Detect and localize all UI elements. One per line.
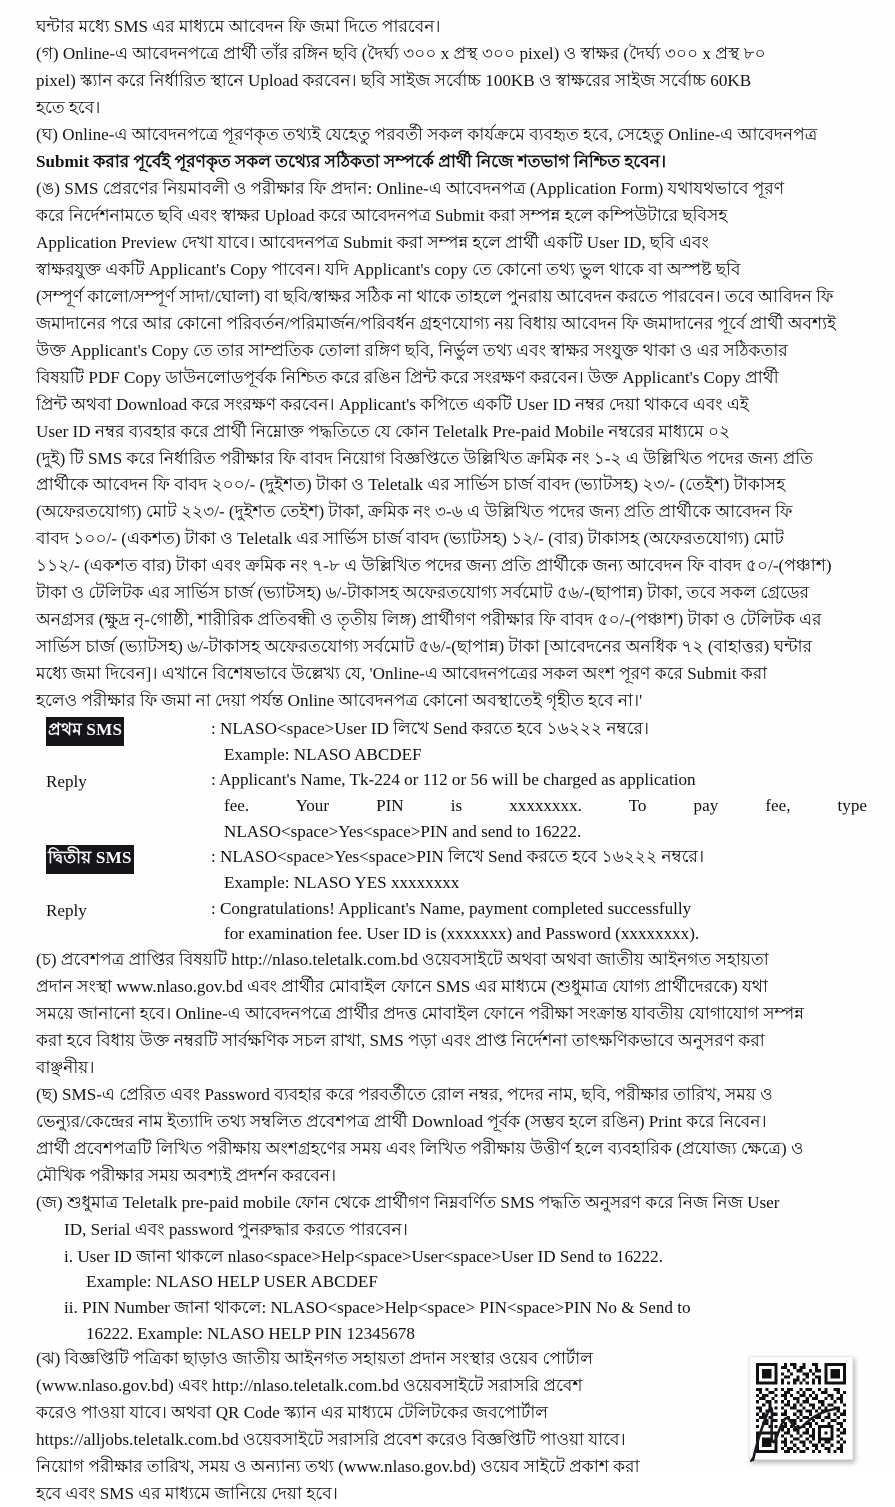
clause-chha-line-3: প্রার্থী প্রবেশপত্রটি লিখিত পরীক্ষায় অংশগ্রহণের সময় এবং লিখিত পরীক্ষায় উত্তীর্ণ হলে ব্যবহারিক (প্রযোজ্য ক্ষেত্রে) ও xyxy=(36,1138,804,1158)
clause-ga-line-1 xyxy=(36,41,867,67)
sms-label-highlight-second xyxy=(46,845,134,874)
clause-chha-marker: (ছ) xyxy=(36,1084,58,1104)
sms-label-bn-first: প্রথম xyxy=(48,720,82,740)
roman-item-i xyxy=(36,1244,867,1270)
sms-body-second xyxy=(211,844,867,895)
sms-row-first-sms xyxy=(46,716,867,767)
sms-reply-first-line-3: NLASO<space>Yes<space>PIN and send to 16222. xyxy=(224,821,582,841)
clause-gha xyxy=(36,122,867,175)
clause-unga xyxy=(36,176,867,714)
sms-label-second xyxy=(46,844,211,874)
clause-ga-line-3: হতে হবে। xyxy=(36,97,101,117)
clause-unga-line-18: সার্ভিস চার্জ (ভ্যাটসহ) ৬/-টাকাসহ অফেরতযোগ্য সর্বমোট ৫৬/-(ছাপান্ন) টাকা [আবেদনের অনধিক ৭২ (বাহাত্তর) ঘন্টার xyxy=(36,637,812,657)
sms-second-line-1: : NLASO<space>Yes<space>PIN লিখে Send করতে হবে ১৬২২২ নম্বরে। xyxy=(211,847,705,867)
clause-unga-line-19: মধ্যে জমা দিবেন]। এখানে বিশেষভাবে উল্লেখ্য যে, 'Online-এ আবেদনপত্রের সকল অংশ পূরণ করে Submit করা xyxy=(36,664,768,684)
sms-label-first xyxy=(46,716,211,746)
clause-jha-line-1 xyxy=(36,1346,867,1372)
clause-unga-line-12: প্রার্থীকে আবেদন ফি বাবদ ২০০/- (দুইশত) টাকা ও Teletalk এর সার্ভিস চার্জ বাবদ (ভ্যাটসহ) ২৩/- (তেইশ) টাকাসহ xyxy=(36,475,786,495)
clause-unga-text-1: SMS প্রেরণের নিয়মাবলী ও পরীক্ষার ফি প্রদান: Online-এ আবেদনপত্র (Application Form) যথাযথভাবে পূরণ xyxy=(64,178,785,198)
clause-gha-marker: (ঘ) xyxy=(36,124,58,144)
clause-unga-marker: (ঙ) xyxy=(36,178,60,198)
clause-jha-marker: (ঝ) xyxy=(36,1349,61,1369)
clause-unga-line-7: উক্ত Applicant's Copy তে তার সাম্প্রতিক তোলা রঙ্গিণ ছবি, নির্ভুল তথ্য এবং স্বাক্ষর সংযুক্ত থাকা ও এর সঠিকতার xyxy=(36,340,788,360)
clause-chha-line-2: ভেন্যুর/কেন্দ্রের নাম ইত্যাদি তথ্য সম্বলিত প্রবেশপত্র প্রার্থী Download পূর্বক (সম্ভব হলে রঙিন) Print করে নিবেন। xyxy=(36,1111,767,1131)
roman-item-i-example: Example: NLASO HELP USER ABCDEF xyxy=(86,1272,378,1292)
clause-jha-line-3: করেও পাওয়া যাবে। অথবা QR Code স্ক্যান এর মাধ্যমে টেলিটকের জবপোর্টাল xyxy=(36,1403,549,1423)
clause-jha-text-1: বিজ্ঞপ্তিটি পত্রিকা ছাড়াও জাতীয় আইনগত সহায়তা প্রদান সংস্থার ওয়েব পোর্টাল xyxy=(64,1349,593,1369)
sms-body-reply-second xyxy=(211,896,867,947)
sms-body-first xyxy=(211,716,867,767)
roman-item-ii-text: PIN Number জানা থাকলে: NLASO<space>Help<space> PIN<space>PIN No & Send to xyxy=(82,1297,691,1317)
clause-cha-line-3: সময়ে জানানো হবে। Online-এ আবেদনপত্রে প্রার্থীর প্রদত্ত মোবাইল ফোনে পরীক্ষা সংক্রান্ত যাবতীয় যোগাযোগ সম্পন্ন xyxy=(36,1003,805,1023)
sms-row-second-sms xyxy=(46,844,867,895)
clause-unga-line-20: হলেও পরীক্ষার ফি জমা না দেয়া পর্যন্ত Online আবেদনপত্র কোনো অবস্থাতেই গৃহীত হবে না।' xyxy=(36,691,643,711)
roman-item-ii xyxy=(36,1295,867,1321)
sms-reply-first-line-2: fee. Your PIN is xxxxxxxx. To pay fee, type xyxy=(224,796,867,816)
clause-unga-line-10: User ID নম্বর ব্যবহার করে প্রার্থী নিম্নোক্ত পদ্ধতিতে যে কোন Teletalk Pre-paid Mobile নম্বরের মাধ্যমে ০২ xyxy=(36,421,731,441)
clause-chha-line-4: মৌখিক পরীক্ষার সময় অবশ্যই প্রদর্শন করবেন। xyxy=(36,1165,337,1185)
clause-ga-text-1: Online-এ আবেদনপত্রে প্রার্থী তাঁর রঙ্গিন ছবি (দৈর্ঘ্য ৩০০ x প্রস্থ ৩০০ pixel) ও স্বাক্ষর (দৈর্ঘ্য ৩০০ x প্রস্থ ৮০ xyxy=(62,43,766,63)
qr-code-card xyxy=(749,1356,853,1460)
clause-chha-text-1: SMS-এ প্রেরিত এবং Password ব্যবহার করে পরবর্তীতে রোল নম্বর, পদের নাম, ছবি, পরীক্ষার তারিখ, সময় ও xyxy=(62,1084,773,1104)
clause-chha xyxy=(36,1082,867,1189)
sms-instruction-block xyxy=(36,716,867,947)
sms-row-reply-second xyxy=(46,896,867,947)
sms-label-reply-first: Reply xyxy=(46,772,87,792)
sms-first-line-2: Example: NLASO ABCDEF xyxy=(224,744,422,764)
sms-label-reply-second: Reply xyxy=(46,900,87,920)
clause-ga-line-2: pixel) স্ক্যান করে নির্ধারিত স্থানে Upload করবেন। ছবি সাইজ সর্বোচ্চ 100KB ও স্বাক্ষরের সাইজ সর্বোচ্চ 60KB xyxy=(36,70,752,90)
clause-unga-line-17: অনগ্রসর (ক্ষুদ্র নৃ-গোষ্ঠী, শারীরিক প্রতিবন্ধী ও তৃতীয় লিঙ্গ) প্রার্থীগণ পরীক্ষার ফি বাবদ ৫০/-(পঞ্চাশ) টাকা ও টেলিটক এর xyxy=(36,610,822,630)
sms-reply-second-line-1: : Congratulations! Applicant's Name, payment completed successfully xyxy=(211,898,692,918)
clause-jha xyxy=(36,1346,867,1507)
roman-item-ii-example: 16222. Example: NLASO HELP PIN 12345678 xyxy=(86,1323,415,1343)
clause-cha-line-2: প্রদান সংস্থা www.nlaso.gov.bd এবং প্রার্থীর মোবাইল ফোনে SMS এর মাধ্যমে (শুধুমাত্র যোগ্য প্রার্থীদেরকে) যথা xyxy=(36,976,768,996)
clause-unga-line-11: (দুই) টি SMS করে নির্ধারিত পরীক্ষার ফি বাবদ নিয়োগ বিজ্ঞপ্তিতে উল্লিখিত ক্রমিক নং ১-২ এ উল্লিখিত পদের জন্য প্রতি xyxy=(36,448,814,468)
roman-marker-i: i. xyxy=(64,1246,74,1266)
clause-unga-line-2: করে নির্দেশনামতে ছবি এবং স্বাক্ষর Upload করে আবেদনপত্র Submit করা সম্পন্ন হলে কম্পিউটারে ছবিসহ xyxy=(36,205,728,225)
clause-cha-line-1 xyxy=(36,947,867,973)
clause-chha-line-1 xyxy=(36,1082,867,1108)
clause-ja-text-1: শুধুমাত্র Teletalk pre-paid mobile ফোন থেকে প্রার্থীগণ নিম্নবর্ণিত SMS পদ্ধতি অনুসরণ করে নিজ নিজ User xyxy=(66,1192,780,1212)
clause-unga-line-6: জমাদানের পরে আর কোনো পরিবর্তন/পরিমার্জন/পরিবর্ধন গ্রহণযোগ্য নয় বিধায় আবেদন ফি জমাদানের পূর্বে প্রার্থী অবশ্যই xyxy=(36,313,836,333)
clause-gha-line-1 xyxy=(36,122,867,148)
clause-cha-text-1: প্রবেশপত্র প্রাপ্তির বিষয়টি http://nlaso.teletalk.com.bd ওয়েবসাইটে অথবা অথবা জাতীয় আইনগত সহায়তা xyxy=(60,949,769,969)
clause-ja-marker: (জ) xyxy=(36,1192,63,1212)
clause-jha-line-2: (www.nlaso.gov.bd) এবং http://nlaso.teletalk.com.bd ওয়েবসাইটে সরাসরি প্রবেশ xyxy=(36,1376,583,1396)
clause-ja xyxy=(36,1190,867,1243)
clause-unga-line-1 xyxy=(36,176,867,202)
roman-marker-ii: ii. xyxy=(64,1297,78,1317)
clause-cha-line-4: করা হবে বিধায় উক্ত নম্বরটি সার্বক্ষণিক সচল রাখা, SMS পড়া এবং প্রাপ্ত নির্দেশনা তাৎক্ষণিকভাবে অনুসরণ করা xyxy=(36,1030,765,1050)
sms-label-highlight-first xyxy=(46,717,124,746)
qr-code-container xyxy=(749,1356,861,1476)
clause-unga-line-9: প্রিন্ট অথবা Download করে সংরক্ষণ করবেন। Applicant's কপিতে একটি User ID নম্বর দেয়া থাকবে এবং এই xyxy=(36,394,749,414)
sms-row-reply-first xyxy=(46,767,867,844)
sms-first-line-1: : NLASO<space>User ID লিখে Send করতে হবে ১৬২২২ নম্বরে। xyxy=(211,719,650,739)
clause-unga-line-3: Application Preview দেখা যাবে। আবেদনপত্র Submit করা সম্পন্ন হলে প্রার্থী একটি User ID, ছবি এবং xyxy=(36,232,709,252)
clause-unga-line-14: বাবদ ১০০/- (একশত) টাকা ও Teletalk এর সার্ভিস চার্জ বাবদ (ভ্যাটসহ) ১২/- (বার) টাকাসহ (অফেরতযোগ্য) মোট xyxy=(36,529,784,549)
clause-ga xyxy=(36,41,867,121)
sms-label-en-second: SMS xyxy=(95,848,132,868)
clause-ja-line-1 xyxy=(36,1190,867,1216)
sms-label-bn-second: দ্বিতীয় xyxy=(48,848,92,868)
roman-item-i-text: User ID জানা থাকলে nlaso<space>Help<space>User<space>User ID Send to 16222. xyxy=(77,1246,663,1266)
sms-reply-first-line-1: : Applicant's Name, Tk-224 or 112 or 56 will be charged as application xyxy=(211,770,696,790)
clause-unga-line-16: টাকা ও টেলিটক এর সার্ভিস চার্জ (ভ্যাটসহ) ৬/-টাকাসহ অফেরতযোগ্য সর্বমোট ৫৬/-(ছাপান্ন) টাকা, তবে সকল গ্রেডের xyxy=(36,583,810,603)
clause-unga-line-15: ১১২/- (একশত বার) টাকা এবং ক্রমিক নং ৭-৮ এ উল্লিখিত পদের জন্য প্রতি প্রার্থীকে জন্য আবেদন ফি বাবদ ৫০/-(পঞ্চাশ) xyxy=(36,556,832,576)
top-continuation-line: ঘন্টার মধ্যে SMS এর মাধ্যমে আবেদন ফি জমা দিতে পারবেন। xyxy=(36,17,441,36)
clause-jha-line-5: নিয়োগ পরীক্ষার তারিখ, সময় ও অন্যান্য তথ্য (www.nlaso.gov.bd) ওয়েব সাইটে প্রকাশ করা xyxy=(36,1457,640,1477)
clause-unga-line-5: (সম্পূর্ণ কালো/সম্পূর্ণ সাদা/ঘোলা) বা ছবি/স্বাক্ষর সঠিক না থাকে তাহলে পুনরায় আবেদন করতে পারবেন। তবে আবিদন ফি xyxy=(36,286,834,306)
qr-code-icon xyxy=(756,1362,846,1454)
clause-ga-marker: (গ) xyxy=(36,43,59,63)
clause-cha-marker: (চ) xyxy=(36,949,57,969)
sms-second-line-2: Example: NLASO YES xxxxxxxx xyxy=(224,873,460,893)
clause-cha xyxy=(36,947,867,1081)
clause-gha-text-1: Online-এ আবেদনপত্রে পূরণকৃত তথ্যই যেহেতু পরবর্তী সকল কার্যক্রমে ব্যবহৃত হবে, সেহেতু Online-এ আবেদনপত্র xyxy=(62,124,818,144)
roman-sublist xyxy=(36,1244,867,1347)
clause-gha-line-2: Submit করার পূর্বেই পূরণকৃত সকল তথ্যের সঠিকতা সম্পর্কে প্রার্থী নিজে শতভাগ নিশ্চিত হবেন। xyxy=(36,151,667,171)
sms-reply-second-line-2: for examination fee. User ID is (xxxxxxx) and Password (xxxxxxxx). xyxy=(224,924,700,944)
clause-ja-line-2: ID, Serial এবং password পুনরুদ্ধার করতে পারবেন। xyxy=(64,1219,408,1239)
sms-body-reply-first xyxy=(211,767,867,844)
clause-unga-line-8: বিষয়টি PDF Copy ডাউনলোডপূর্বক নিশ্চিত করে রঙিন প্রিন্ট করে সংরক্ষণ করবেন। উক্ত Applicant's Copy প্রার্থী xyxy=(36,367,779,387)
clause-jha-line-4: https://alljobs.teletalk.com.bd ওয়েবসাইটে সরাসরি প্রবেশ করেও বিজ্ঞপ্তিটি পাওয়া যাবে। xyxy=(36,1430,626,1450)
clause-unga-line-13: (অফেরতযোগ্য) মোট ২২৩/- (দুইশত তেইশ) টাকা, ক্রমিক নং ৩-৬ এ উল্লিখিত পদের জন্য প্রতি প্রার্থীকে আবেদন ফি xyxy=(36,502,793,522)
sms-label-en-first: SMS xyxy=(86,720,123,740)
clause-cha-line-5: বাঞ্ছনীয়। xyxy=(36,1057,95,1077)
clause-unga-line-4: স্বাক্ষরযুক্ত একটি Applicant's Copy পাবেন। যদি Applicant's copy তে কোনো তথ্য ভুল থাকে বা অস্পষ্ট ছবি xyxy=(36,259,741,279)
clause-jha-line-6: হবে এবং SMS এর মাধ্যমে জানিয়ে দেয়া হবে। xyxy=(36,1484,338,1504)
